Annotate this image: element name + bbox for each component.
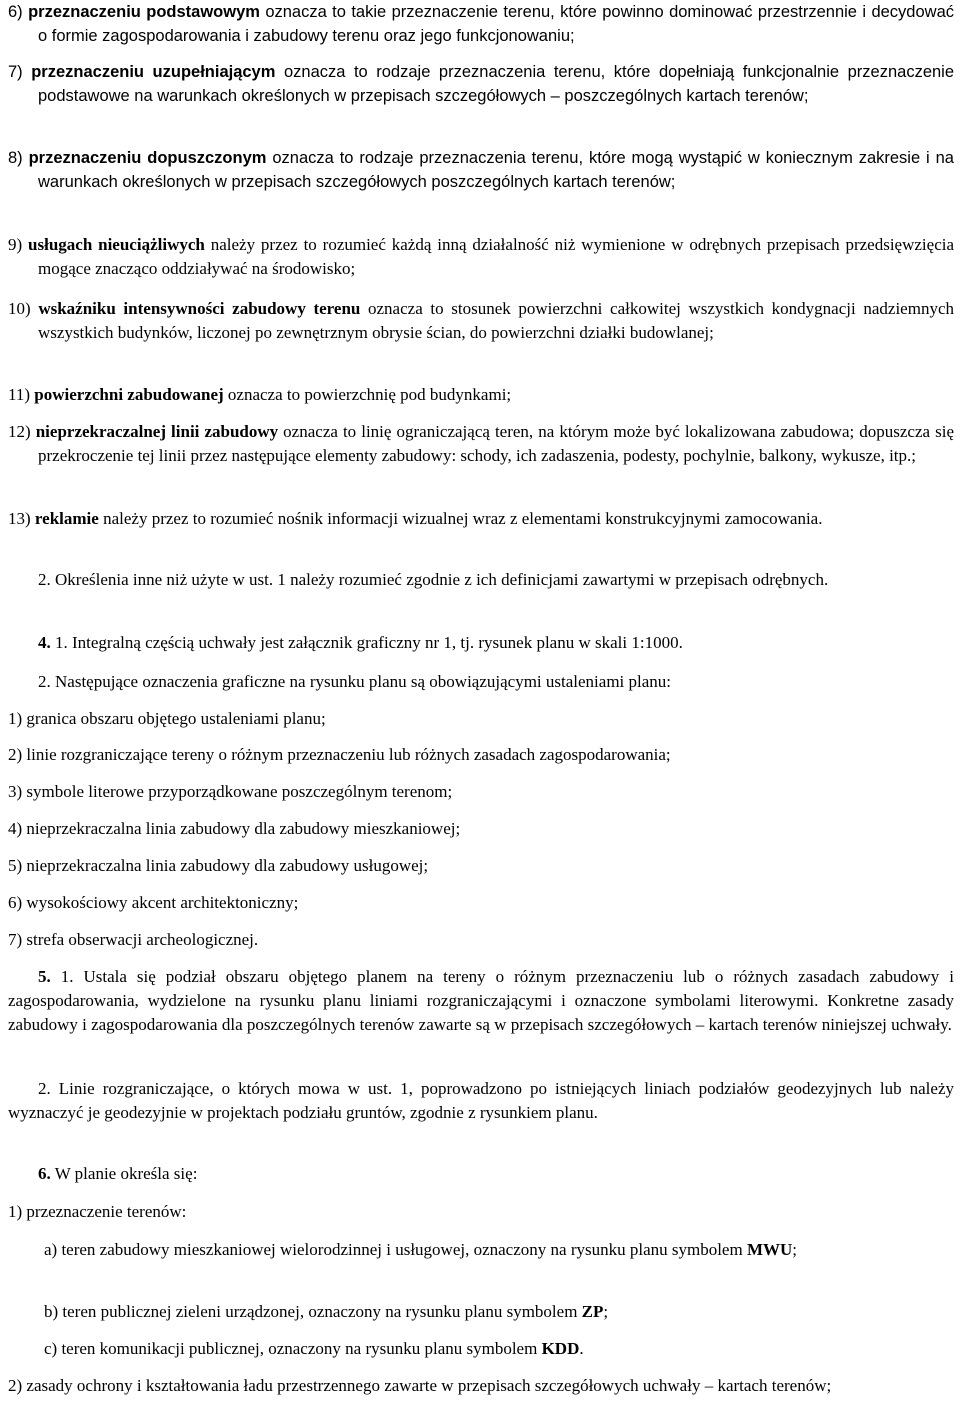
paragraph-3-2: 2. Określenia inne niż użyte w ust. 1 należy rozumieć zgodnie z ich definicjami zawartymi w przepisach odrębnych. — [38, 570, 829, 589]
legend-item: 1) granica obszaru objętego ustaleniami planu; — [8, 709, 326, 728]
legend-item: 4) nieprzekraczalna linia zabudowy dla zabudowy mieszkaniowej; — [8, 819, 461, 838]
legend-item: 5) nieprzekraczalna linia zabudowy dla zabudowy usługowej; — [8, 856, 429, 875]
paragraph-5-1: 5. 1. Ustala się podział obszaru objętego planem na tereny o różnym przeznaczeniu lub o różnych zasadach zabudowy i zagospodarowania, wydzielone na rysunku planu liniami rozgraniczającymi i oznaczone symbolami literowymi. Konkretne zasady zabudowy i zagospodarowania dla poszczególnych terenów zawarte są w przepisach szczegółowych – kartach terenów niniejszej uchwały. — [8, 967, 954, 1034]
definition-13: 13) reklamie należy przez to rozumieć nośnik informacji wizualnej wraz z elementami konstrukcyjnymi zamocowania. — [8, 509, 823, 528]
definition-11: 11) powierzchni zabudowanej oznacza to powierzchnię pod budynkami; — [8, 385, 512, 404]
legend-item: 6) wysokościowy akcent architektoniczny; — [8, 893, 299, 912]
paragraph-5-2: 2. Linie rozgraniczające, o których mowa w ust. 1, poprowadzono po istniejących liniach podziałów geodezyjnych lub należy wyznaczyć je geodezyjnie w projektach podziału gruntów, zgodnie z rysunkiem planu. — [8, 1079, 954, 1122]
definition-6: 6) przeznaczeniu podstawowym oznacza to takie przeznaczenie terenu, które powinno dominować przestrzennie i decydować o formie zagospodarowania i zabudowy terenu oraz jego funkcjonowaniu; — [8, 3, 954, 45]
paragraph-4-2: 2. Następujące oznaczenia graficzne na rysunku planu są obowiązującymi ustaleniami planu: — [38, 672, 672, 691]
legend-item: 2) linie rozgraniczające tereny o różnym przeznaczeniu lub różnych zasadach zagospodarowania; — [8, 745, 671, 764]
definition-12: 12) nieprzekraczalnej linii zabudowy oznacza to linię ograniczającą teren, na którym może być lokalizowana zabudowa; dopuszcza się przekroczenie tej linii przez następujące elementy zabudowy: schody, ich zadaszenia, podesty, pochylnie, balkony, wykusze, itp.; — [8, 422, 954, 465]
definition-9: 9) usługach nieuciążliwych należy przez to rozumieć każdą inną działalność niż wymienione w odrębnych przepisach przedsięwzięcia mogące znacząco oddziaływać na środowisko; — [8, 235, 955, 278]
paragraph-6-1: 1) przeznaczenie terenów: — [8, 1202, 187, 1221]
legend-item: 3) symbole literowe przyporządkowane poszczególnym terenom; — [8, 782, 453, 801]
land-use-item-zp: b) teren publicznej zieleni urządzonej, oznaczony na rysunku planu symbolem ZP; — [44, 1302, 609, 1321]
definition-7: 7) przeznaczeniu uzupełniającym oznacza to rodzaje przeznaczenia terenu, które dopełniają funkcjonalnie przeznaczenie podstawowe na warunkach określonych w przepisach szczegółowych – poszczególnych kartach terenów; — [8, 63, 955, 105]
paragraph-4-1: 4. 1. Integralną częścią uchwały jest załącznik graficzny nr 1, tj. rysunek planu w skali 1:1000. — [38, 633, 683, 652]
definition-10: 10) wskaźniku intensywności zabudowy terenu oznacza to stosunek powierzchni całkowitej wszystkich kondygnacji nadziemnych wszystkich budynków, liczonej po zewnętrznym obrysie ścian, do powierzchni działki budowlanej; — [8, 299, 954, 342]
definition-8: 8) przeznaczeniu dopuszczonym oznacza to rodzaje przeznaczenia terenu, które mogą wystąpić w koniecznym zakresie i na warunkach określonych w przepisach szczegółowych poszczególnych kartach terenów; — [8, 149, 954, 191]
land-use-item-kdd: c) teren komunikacji publicznej, oznaczony na rysunku planu symbolem KDD. — [44, 1339, 584, 1358]
legend-item: 7) strefa obserwacji archeologicznej. — [8, 930, 259, 949]
paragraph-6-2: 2) zasady ochrony i kształtowania ładu przestrzennego zawarte w przepisach szczegółowych uchwały – kartach terenów; — [8, 1376, 832, 1395]
land-use-item-mwu: a) teren zabudowy mieszkaniowej wielorodzinnej i usługowej, oznaczony na rysunku planu symbolem MWU; — [44, 1240, 798, 1259]
paragraph-6-intro: 6. W planie określa się: — [38, 1164, 198, 1183]
